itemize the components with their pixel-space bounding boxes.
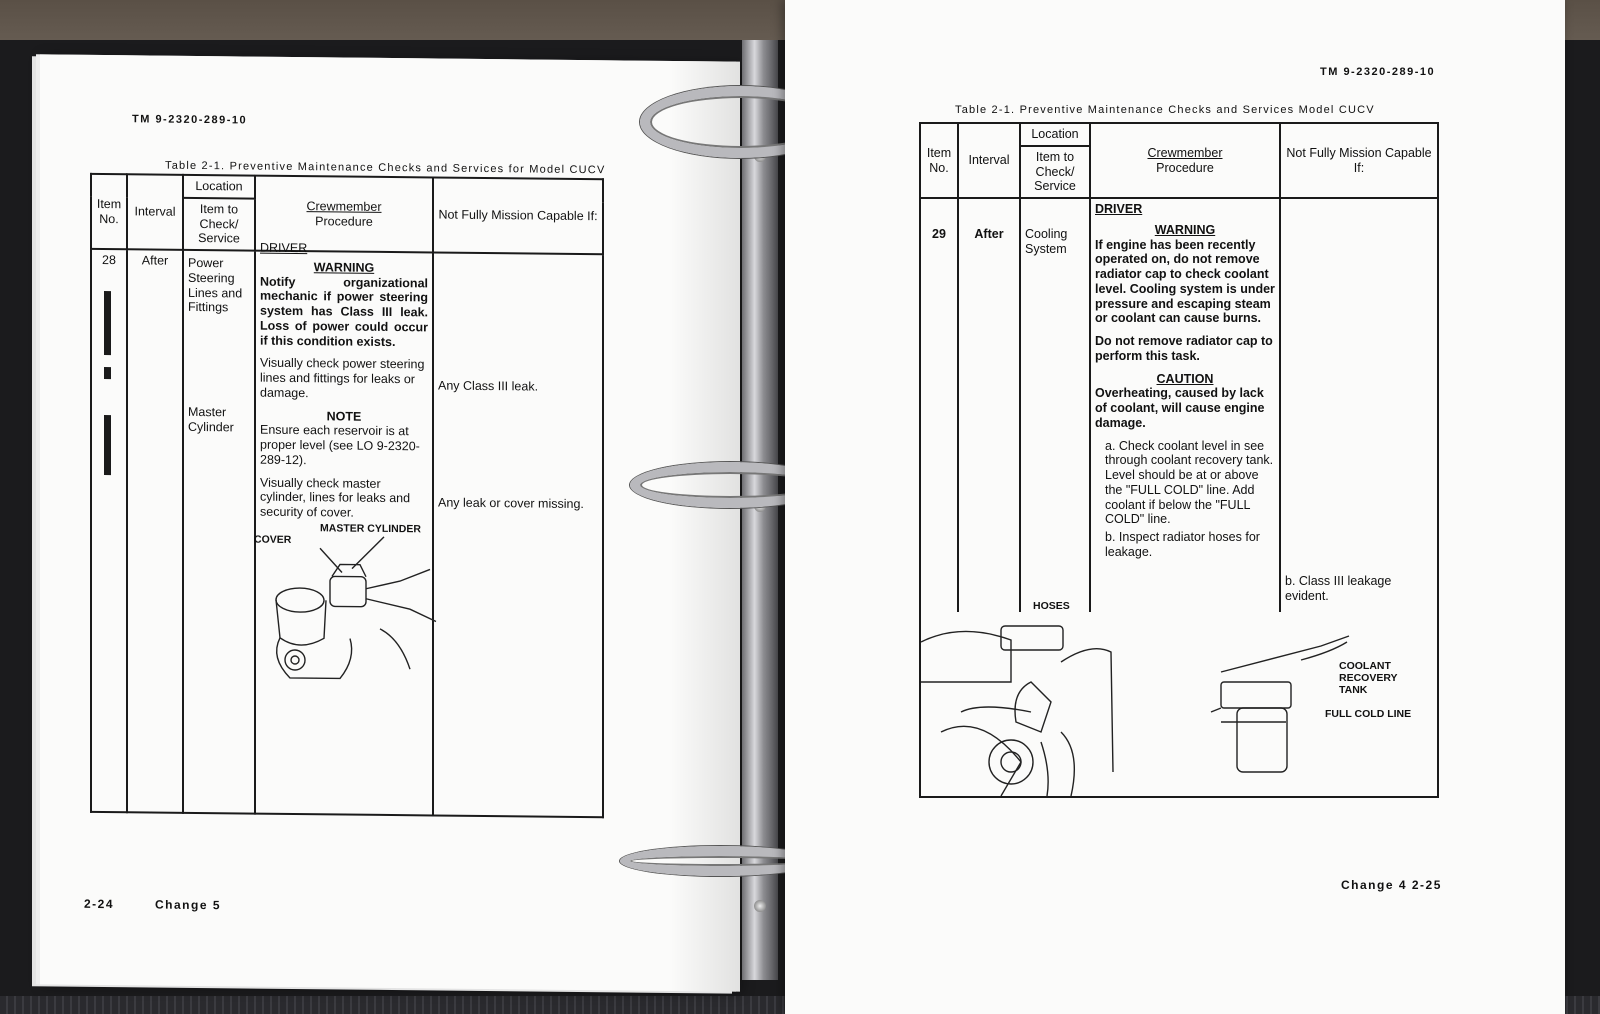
col-procedure xyxy=(1090,123,1280,198)
procedure-step-b: b. Inspect radiator hoses for leakage. xyxy=(1105,530,1260,559)
warning-heading: WARNING xyxy=(1154,222,1216,237)
col-location: Location xyxy=(1020,123,1090,146)
label-coolant-recovery-tank: COOLANT RECOVERY TANK xyxy=(1339,660,1398,697)
warning-text-2: Do not remove radiator cap to perform this task. xyxy=(1095,334,1273,363)
rivet xyxy=(754,900,766,912)
col-interval: Interval xyxy=(127,174,183,250)
left-change-number: Change 5 xyxy=(155,897,222,913)
procedure-cell xyxy=(254,240,433,816)
driver-heading: DRIVER xyxy=(1095,202,1143,216)
col-interval: Interval xyxy=(958,123,1020,198)
interval-value: After xyxy=(958,198,1020,797)
col-location: Location xyxy=(183,175,255,199)
caution-text: Overheating, caused by lack of coolant, will cause engine damage. xyxy=(1095,386,1265,430)
note-heading: NOTE xyxy=(326,408,362,424)
col-item-no: Item No. xyxy=(91,174,127,249)
item-check-master-cylinder: Master Cylinder xyxy=(188,404,234,435)
item-number: 29 xyxy=(920,198,958,797)
item-check-cooling-system: Cooling System xyxy=(1020,198,1090,797)
procedure-step-a: a. Check coolant level in see through coolant recovery tank. Level should be at or above the "FULL COLD" line. Add coolant if below the "FULL COLD" line. xyxy=(1105,438,1274,527)
right-page xyxy=(785,0,1565,1014)
cooling-system-illustration xyxy=(921,612,1435,796)
warning-text: If engine has been recently operated on, do not remove radiator cap to check coolant level. Cooling system is under pressure and escaping steam or coolant can cause burns. xyxy=(1095,237,1275,326)
label-full-cold-line: FULL COLD LINE xyxy=(1325,708,1412,720)
master-cylinder-figure xyxy=(254,522,428,689)
warning-text: Notify organizational mechanic if power steering system has Class III leak. Loss of power could occur if this condition exists. xyxy=(260,274,428,349)
left-page xyxy=(40,54,740,991)
col-item-to-check: Item to Check/ Service xyxy=(1020,146,1090,198)
right-table-caption: Table 2-1. Preventive Maintenance Checks and Services Model CUCV xyxy=(955,104,1375,116)
col-not-fully: Not Fully Mission Capable If: xyxy=(433,177,603,254)
crewmember-label: Crewmember xyxy=(1147,145,1223,160)
interval-value: After xyxy=(127,249,183,813)
col-not-fully: Not Fully Mission Capable If: xyxy=(1280,123,1438,198)
nmc-condition-b: b. Class III leakage evident. xyxy=(1285,574,1392,603)
left-page-number: 2-24 xyxy=(84,896,115,912)
item-check-cell xyxy=(183,250,255,814)
label-hoses: HOSES xyxy=(1033,600,1070,612)
crewmember-label: Crewmember xyxy=(306,198,382,214)
col-item-to-check: Item to Check/ Service xyxy=(183,198,255,251)
procedure-label: Procedure xyxy=(315,213,373,229)
left-pmcs-table xyxy=(90,173,604,818)
left-page-header: TM 9-2320-289-10 xyxy=(132,113,248,127)
master-cylinder-illustration xyxy=(260,527,438,689)
item-number: 28 xyxy=(91,249,127,812)
note-text: Ensure each reservoir is at proper level (see LO 9-2320-289-12). xyxy=(260,422,420,467)
not-fully-cell xyxy=(433,252,603,817)
item-check-power-steering: Power Steering Lines and Fittings xyxy=(188,255,243,315)
cooling-system-figure xyxy=(921,600,1435,796)
nmc-condition-2: Any leak or cover missing. xyxy=(438,495,584,511)
left-table-caption: Table 2-1. Preventive Maintenance Checks and Services for Model CUCV xyxy=(165,159,606,177)
nmc-condition-1: Any Class III leak. xyxy=(438,378,539,394)
label-cover: COVER xyxy=(254,533,292,546)
procedure-label: Procedure xyxy=(1156,160,1214,175)
caution-heading: CAUTION xyxy=(1156,371,1214,386)
right-page-header: TM 9-2320-289-10 xyxy=(1320,66,1436,78)
warning-heading: WARNING xyxy=(313,259,375,275)
label-master-cylinder: MASTER CYLINDER xyxy=(320,522,421,536)
right-change-page-number: Change 4 2-25 xyxy=(1341,878,1442,892)
procedure-step-1: Visually check power steering lines and fittings for leaks or damage. xyxy=(260,355,425,400)
procedure-step-2: Visually check master cylinder, lines for leaks and security of cover. xyxy=(260,475,411,520)
driver-heading: DRIVER xyxy=(260,240,308,256)
col-item-no: Item No. xyxy=(920,123,958,198)
